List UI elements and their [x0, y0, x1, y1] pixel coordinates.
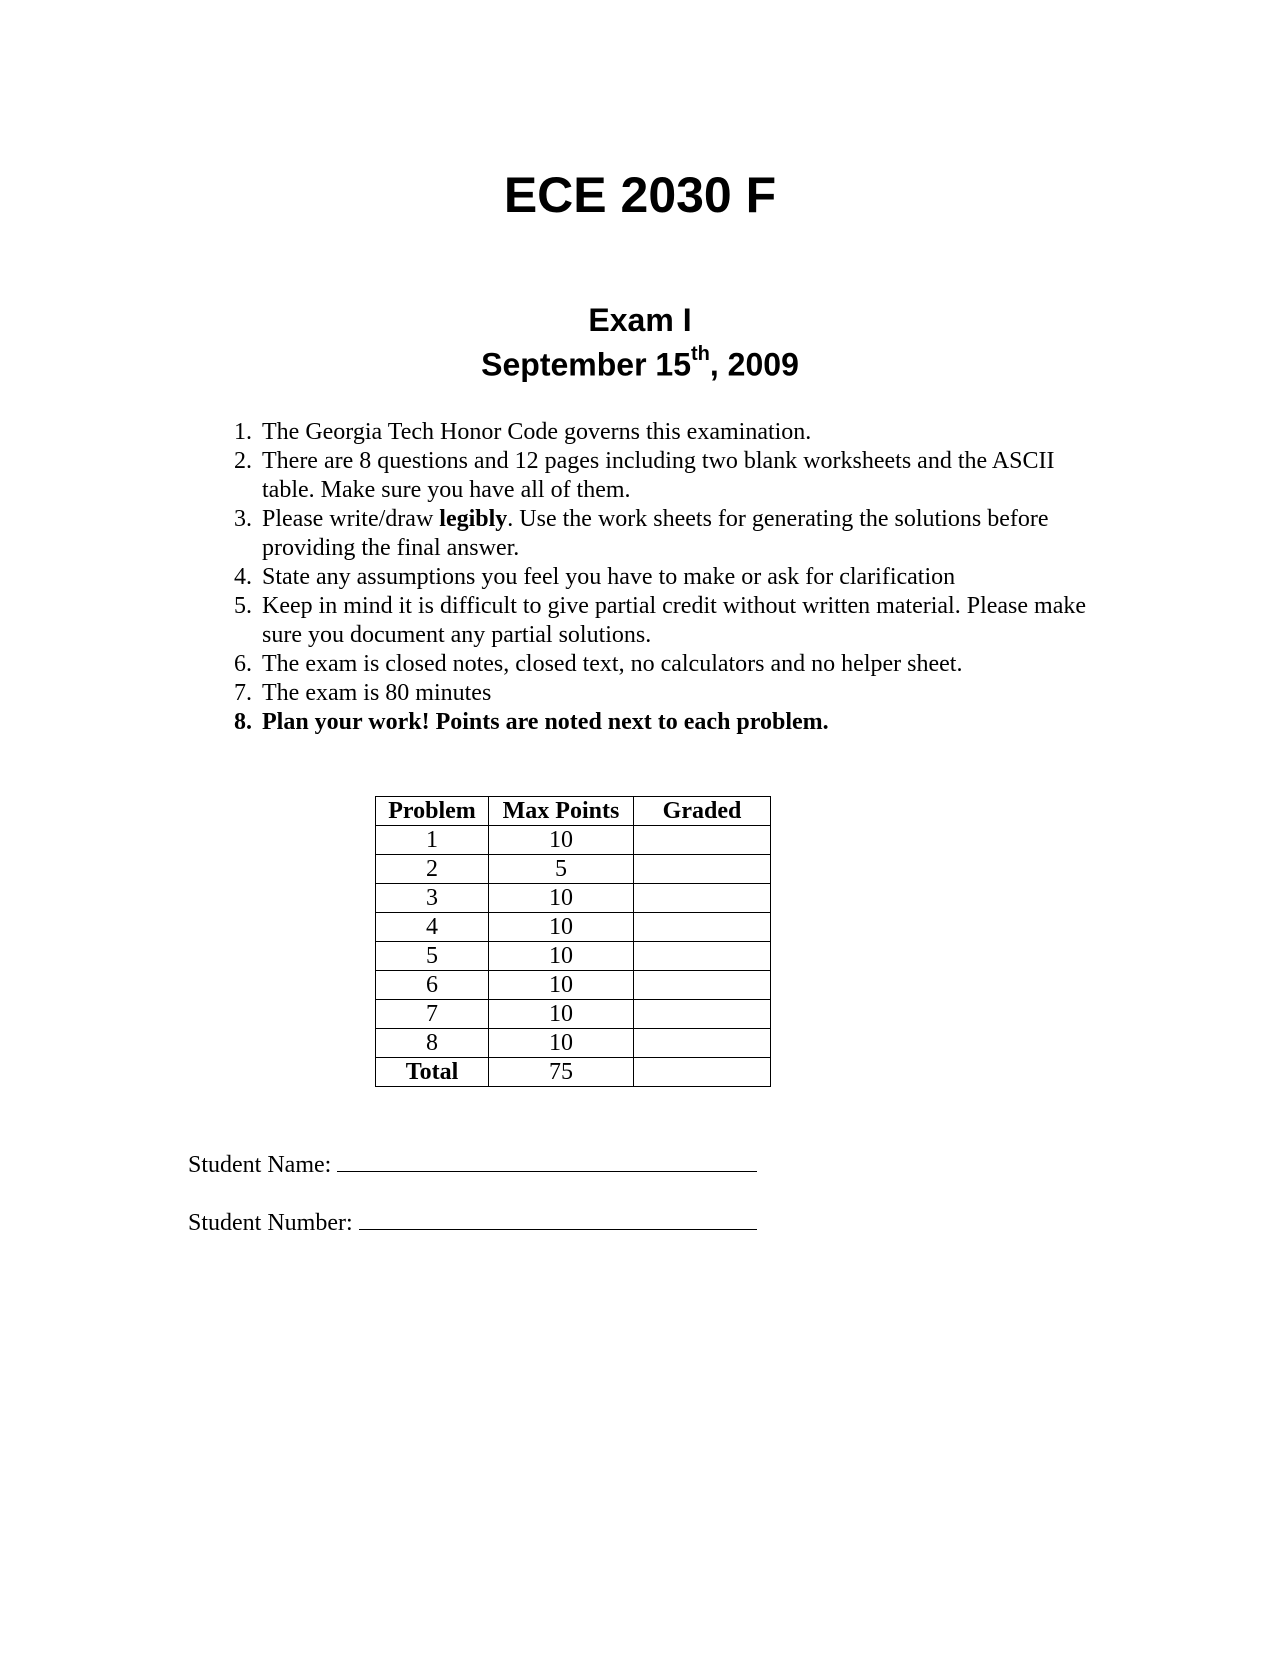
instruction-text-after: . Use the work sheets for generating the solutions before providing the final answer. [262, 506, 1049, 561]
total-row [376, 1058, 771, 1087]
exam-date [0, 343, 1280, 383]
instruction-item [222, 447, 1102, 505]
instruction-item [222, 505, 1102, 563]
student-name-label: Student Name: [188, 1152, 332, 1178]
max-points-cell: 10 [489, 826, 634, 855]
instruction-text-before: Please write/draw [262, 506, 440, 532]
graded-cell [634, 855, 771, 884]
grade-table-header-row [376, 797, 771, 826]
instruction-text: The exam is closed notes, closed text, no calculators and no helper sheet. [262, 651, 963, 677]
date-prefix: September 15 [481, 346, 691, 383]
student-name-field [188, 1152, 757, 1179]
instruction-item [222, 650, 1102, 679]
total-max-points: 75 [489, 1058, 634, 1087]
student-number-label: Student Number: [188, 1210, 353, 1236]
instruction-number: 3. [234, 506, 252, 532]
graded-cell [634, 971, 771, 1000]
table-row [376, 1029, 771, 1058]
student-name-blank[interactable] [337, 1153, 757, 1172]
instruction-text: Plan your work! Points are noted next to each problem. [262, 709, 829, 735]
problem-cell: 1 [376, 826, 489, 855]
instructions-list [222, 418, 1102, 737]
table-row [376, 942, 771, 971]
student-number-field [188, 1210, 757, 1237]
instruction-text: The exam is 80 minutes [262, 680, 492, 706]
instruction-text: State any assumptions you feel you have to make or ask for clarification [262, 564, 956, 590]
instruction-bold-word: legibly [439, 506, 508, 532]
problem-cell: 2 [376, 855, 489, 884]
table-row [376, 1000, 771, 1029]
problem-cell: 4 [376, 913, 489, 942]
header-max-points: Max Points [489, 797, 634, 826]
table-row [376, 913, 771, 942]
graded-cell [634, 826, 771, 855]
problem-cell: 6 [376, 971, 489, 1000]
graded-cell [634, 1029, 771, 1058]
graded-cell [634, 942, 771, 971]
instruction-item [222, 592, 1102, 650]
total-label: Total [376, 1058, 489, 1087]
instruction-item [222, 418, 1102, 447]
instruction-number: 1. [234, 419, 252, 445]
header-graded: Graded [634, 797, 771, 826]
instruction-number: 7. [234, 680, 252, 706]
table-row [376, 826, 771, 855]
instruction-number: 2. [234, 448, 252, 474]
date-ordinal: th [691, 343, 710, 365]
instruction-text: There are 8 questions and 12 pages including two blank worksheets and the ASCII table. Make sure you have all of them. [262, 448, 1055, 503]
table-row [376, 971, 771, 1000]
table-row [376, 884, 771, 913]
header-problem: Problem [376, 797, 489, 826]
grade-table [375, 796, 771, 1087]
max-points-cell: 10 [489, 913, 634, 942]
instruction-item [222, 679, 1102, 708]
instruction-item [222, 563, 1102, 592]
table-row [376, 855, 771, 884]
graded-cell [634, 913, 771, 942]
course-title: ECE 2030 F [503, 167, 777, 223]
instruction-number: 5. [234, 593, 252, 619]
problem-cell: 8 [376, 1029, 489, 1058]
instruction-text: The Georgia Tech Honor Code governs this examination. [262, 419, 812, 445]
problem-cell: 3 [376, 884, 489, 913]
date-year: , 2009 [709, 346, 799, 383]
max-points-cell: 5 [489, 855, 634, 884]
max-points-cell: 10 [489, 1000, 634, 1029]
max-points-cell: 10 [489, 884, 634, 913]
instruction-number: 6. [234, 651, 252, 677]
graded-cell [634, 884, 771, 913]
problem-cell: 7 [376, 1000, 489, 1029]
problem-cell: 5 [376, 942, 489, 971]
instruction-number: 8. [234, 709, 252, 735]
exam-name: Exam I [588, 302, 692, 338]
instruction-text: Keep in mind it is difficult to give partial credit without written material. Please make sure you document any partial solutions. [262, 593, 1087, 648]
instruction-number: 4. [234, 564, 252, 590]
total-graded [634, 1058, 771, 1087]
max-points-cell: 10 [489, 971, 634, 1000]
graded-cell [634, 1000, 771, 1029]
max-points-cell: 10 [489, 942, 634, 971]
max-points-cell: 10 [489, 1029, 634, 1058]
student-number-blank[interactable] [359, 1211, 757, 1230]
instruction-item [222, 708, 1102, 737]
